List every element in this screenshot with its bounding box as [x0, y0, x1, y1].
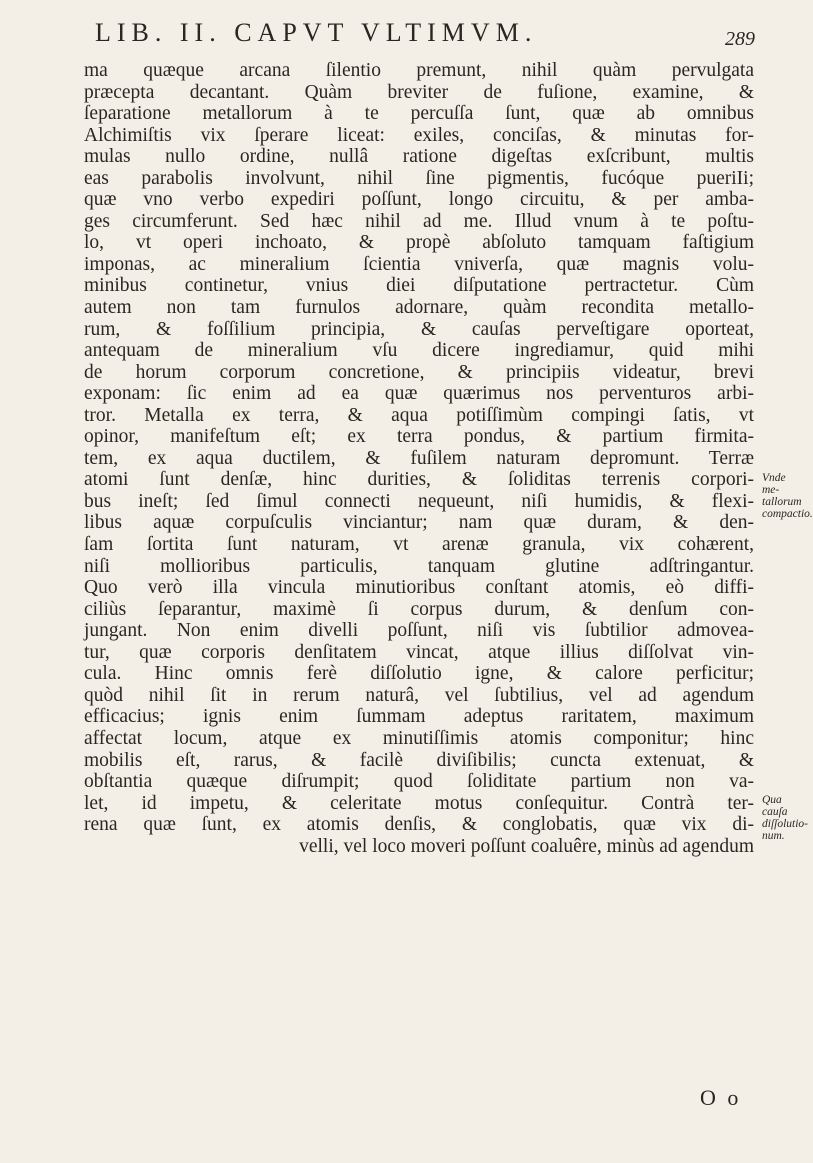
text-line: velli, vel loco moveri poſſunt coaluêre, minùs ad agendum — [299, 835, 754, 857]
text-line: minibus continetur, vnius diei diſputatione pertractetur. Cùm — [84, 275, 754, 297]
text-line: Quo verò illa vincula minutioribus conſtant atomis, eò diffi- — [84, 577, 754, 599]
signature-mark: O o — [700, 1085, 742, 1110]
text-line: eas parabolis involvunt, nihil ſine pigmentis, fucóque pueriIi; — [84, 167, 754, 189]
marginal-note-line: Vnde me- — [762, 472, 786, 496]
text-line: exponam: ſic enim ad ea quæ quærimus nos perventuros arbi- — [84, 383, 754, 405]
text-line: ges circumferunt. Sed hæc nihil ad me. Illud vnum à te poſtu- — [84, 210, 754, 232]
marginal-note-metal-compaction — [762, 472, 813, 520]
text-line: jungant. Non enim divelli poſſunt, niſi vis ſubtilior admovea- — [84, 620, 754, 642]
text-line: tror. Metalla ex terra, & aqua potiſſimùm compingi ſatis, vt — [84, 404, 754, 426]
text-line: libus aquæ corpuſculis vinciantur; nam quæ duram, & den- — [84, 512, 754, 534]
text-line: antequam de mineralium vſu dicere ingrediamur, quid mihi — [84, 340, 754, 362]
text-line: bus ineſt; ſed ſimul connecti nequeunt, niſi humidis, & flexi- — [84, 490, 754, 512]
text-line: de horum corporum concretione, & principiis videatur, brevi — [84, 361, 754, 383]
text-line: rum, & foſſilium principia, & cauſas perveſtigare oporteat, — [84, 318, 754, 340]
page-number: 289 — [725, 28, 755, 50]
text-line: rena quæ ſunt, ex atomis denſis, & conglobatis, quæ vix di- — [84, 814, 754, 836]
text-line: præcepta decantant. Quàm breviter de fuſione, examine, & — [84, 81, 754, 103]
marginal-note-line: diſſolutio- — [762, 818, 808, 830]
text-line: efficacius; ignis enim ſummam adeptus raritatem, maximum — [84, 706, 754, 728]
body-text — [84, 60, 754, 857]
text-line: ciliùs ſeparantur, maximè ſi corpus durum, & denſum con- — [84, 598, 754, 620]
page-header — [40, 18, 755, 58]
text-line: let, id impetu, & celeritate motus conſequitur. Contrà ter- — [84, 792, 754, 814]
text-line: affectat locum, atque ex minutiſſimis atomis componitur; hinc — [84, 727, 754, 749]
text-line: atomi ſunt denſæ, hinc durities, & ſoliditas terrenis corpori- — [84, 469, 754, 491]
marginal-note-dissolution-cause — [762, 794, 808, 842]
text-line: cula. Hinc omnis ferè diſſolutio igne, & calore perficitur; — [84, 663, 754, 685]
text-line: opinor, manifeſtum eſt; ex terra pondus, & partium firmita- — [84, 426, 754, 448]
text-line: ſeparatione metallorum à te percuſſa ſunt, quæ ab omnibus — [84, 103, 754, 125]
text-line: tem, ex aqua ductilem, & fuſilem naturam depromunt. Terræ — [84, 447, 754, 469]
marginal-note-line: compactio. — [762, 508, 813, 520]
text-line: mobilis eſt, rarus, & facilè diviſibilis; cuncta extenuat, & — [84, 749, 754, 771]
text-line: mulas nullo ordine, nullâ ratione digeſtas exſcribunt, multis — [84, 146, 754, 168]
text-line: quæ vno verbo expediri poſſunt, longo circuitu, & per amba- — [84, 189, 754, 211]
text-line: quòd nihil ſit in rerum naturâ, vel ſubtilius, vel ad agendum — [84, 684, 754, 706]
text-line: imponas, ac mineralium ſcientia vniverſa, quæ magnis volu- — [84, 253, 754, 275]
text-line: lo, vt operi inchoato, & propè abſoluto tamquam faſtigium — [84, 232, 754, 254]
text-line: Alchimiſtis vix ſperare liceat: exiles, conciſas, & minutas for- — [84, 124, 754, 146]
text-line: autem non tam furnulos adornare, quàm recondita metallo- — [84, 297, 754, 319]
running-head: LIB. II. CAPVT VLTIMVM. — [95, 18, 538, 47]
text-line: niſi mollioribus particulis, tanquam glutine adſtringantur. — [84, 555, 754, 577]
text-line: ma quæque arcana ſilentio premunt, nihil quàm pervulgata — [84, 60, 754, 81]
text-line: tur, quæ corporis denſitatem vincat, atque illius diſſolvat vin- — [84, 641, 754, 663]
marginal-note-line: Qua cauſa — [762, 794, 788, 818]
marginal-note-line: tallorum — [762, 496, 802, 508]
text-line: ſam ſortita ſunt naturam, vt arenæ granula, vix cohærent, — [84, 534, 754, 556]
text-line: obſtantia quæque diſrumpit; quod ſoliditate partium non va- — [84, 771, 754, 793]
marginal-note-line: num. — [762, 830, 785, 842]
